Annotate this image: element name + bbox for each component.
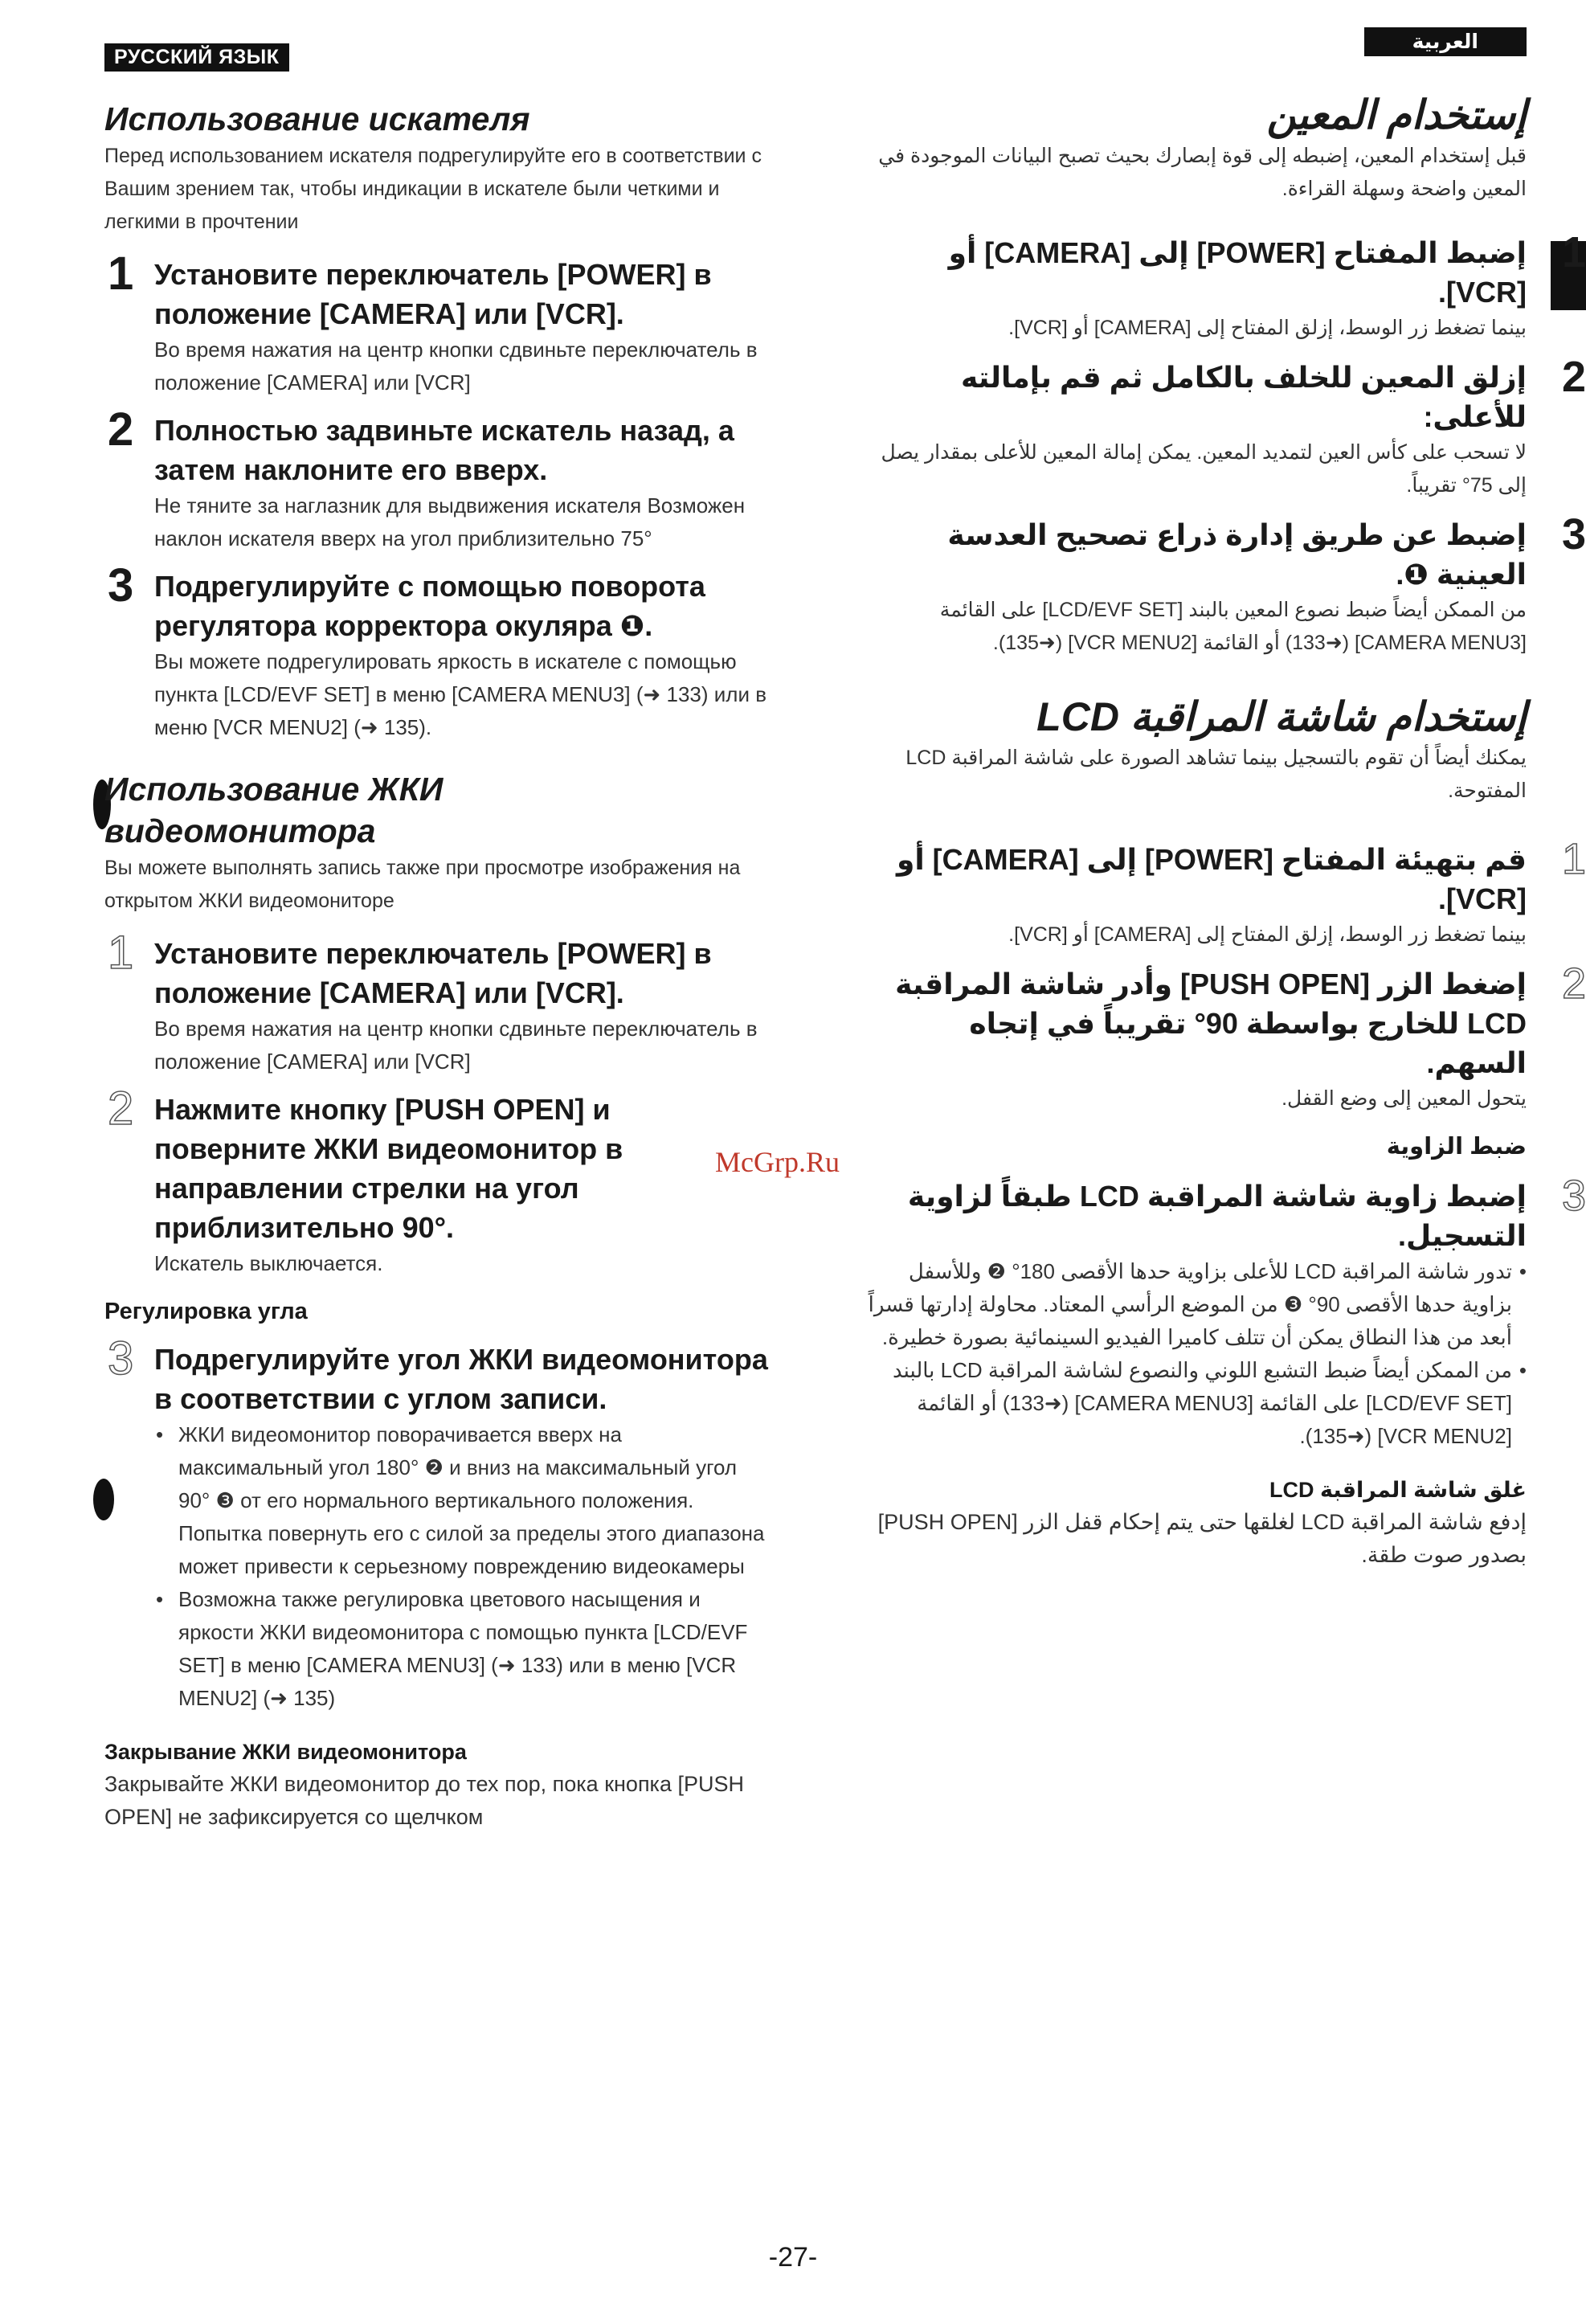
- step-heading: إضبط زاوية شاشة المراقبة LCD طبقاً لزاوية التسجيل.: [907, 1180, 1527, 1252]
- page-number: -27-: [768, 2242, 818, 2273]
- angle-heading-ru: Регулировка угла: [104, 1299, 308, 1324]
- viewfinder-step-1-ar: [868, 228, 1586, 345]
- step-number: 3: [1561, 510, 1586, 558]
- lcd-step-2-ar: [868, 959, 1586, 1115]
- language-badge-russian: РУССКИЙ ЯЗЫК: [104, 43, 289, 72]
- step-heading: إضبط عن طريق إدارة ذراع تصحيح العدسة العينية ❶.: [947, 518, 1527, 591]
- viewfinder-step-2-ar: [868, 353, 1586, 502]
- viewfinder-step-3-ru: [104, 559, 771, 744]
- step-number: 2: [1561, 353, 1586, 401]
- viewfinder-intro-ar: قبل إستخدام المعين، إضبطه إلى قوة إبصارك بحيث تصبح البيانات الموجودة في المعين واضحة وسهلة القراءة.: [878, 145, 1527, 200]
- step-body: بينما تضغط زر الوسط، إزلق المفتاح إلى [CAMERA] أو [VCR].: [1008, 923, 1527, 946]
- step-number: 1: [1561, 228, 1586, 276]
- step-heading: Полностью задвиньте искатель назад, а затем наклоните его вверх.: [154, 414, 734, 486]
- step-number: 1: [108, 927, 134, 979]
- lcd-step-3-ru: [104, 1332, 771, 1418]
- closing-heading-ru: Закрывание ЖКИ видеомонитора: [104, 1740, 467, 1764]
- step-number: 1: [1561, 835, 1586, 883]
- angle-bullet-2-ar: • من الممكن أيضاً ضبط التشبع اللوني والنصوع لشاشة المراقبة LCD بالبند [LCD/EVF SET] على القائمة [CAMERA MENU3] (➜133) أو القائمة [VCR MENU2] (➜135).: [868, 1354, 1527, 1453]
- closing-heading-ar: غلق شاشة المراقبة LCD: [1269, 1478, 1527, 1502]
- step-number: 3: [108, 559, 134, 612]
- step-body: Не тяните за наглазник для выдвижения искателя Возможен наклон искателя вверх на угол приблизительно 75°: [154, 493, 746, 550]
- step-body: يتحول المعين إلى وضع القفل.: [1281, 1087, 1527, 1110]
- angle-heading-ar: ضبط الزاوية: [1386, 1134, 1527, 1160]
- step-heading: Установите переключатель [POWER] в положение [CAMERA] или [VCR].: [154, 258, 712, 330]
- lcd-step-3-ar: [868, 1172, 1586, 1255]
- step-body: Во время нажатия на центр кнопки сдвиньте переключатель в положение [CAMERA] или [VCR]: [154, 338, 758, 395]
- lcd-step-1-ar: [868, 835, 1586, 951]
- step-body: من الممكن أيضاً ضبط نصوع المعين بالبند [LCD/EVF SET] على القائمة [CAMERA MENU3] (➜133) أو القائمة [VCR MENU2] (➜135).: [939, 599, 1527, 654]
- step-heading: قم بتهيئة المفتاح [POWER] إلى [CAMERA] أو [VCR].: [896, 843, 1527, 915]
- viewfinder-step-3-ar: [868, 510, 1586, 660]
- closing-body-ru: Закрывайте ЖКИ видеомонитор до тех пор, пока кнопка [PUSH OPEN] не зафиксируется со щелчком: [104, 1772, 744, 1829]
- step-number: 2: [108, 403, 134, 456]
- step-body: بينما تضغط زر الوسط، إزلق المفتاح إلى [CAMERA] أو [VCR].: [1008, 317, 1527, 339]
- angle-bullet-1-ru: • ЖКИ видеомонитор поворачивается вверх на максимальный угол 180° ❷ и вниз на максимальный угол 90° ❸ от его нормального вертикального положения. Попытка повернуть его с силой за пределы этого диапазона может привести к серьезному повреждению видеокамеры: [104, 1418, 771, 1583]
- step-number: 2: [108, 1082, 134, 1135]
- step-body: Искатель выключается.: [154, 1251, 383, 1275]
- lcd-intro-ru: Вы можете выполнять запись также при просмотре изображения на открытом ЖКИ видеомониторе: [104, 857, 741, 912]
- step-number: 3: [108, 1332, 134, 1385]
- step-number: 1: [108, 248, 134, 300]
- step-heading: إضبط المفتاح [POWER] إلى [CAMERA] أو [VCR].: [948, 236, 1527, 309]
- angle-bullet-2-ru: • Возможна также регулировка цветового насыщения и яркости ЖКИ видеомонитора с помощью пункта [LCD/EVF SET] в меню [CAMERA MENU3] (➜ 133) или в меню [VCR MENU2] (➜ 135): [104, 1583, 771, 1715]
- lcd-intro-ar: يمكنك أيضاً أن تقوم بالتسجيل بينما تشاهد الصورة على شاشة المراقبة LCD المفتوحة.: [905, 747, 1527, 802]
- lcd-step-2-ru: [104, 1082, 771, 1280]
- lcd-title-ru: Использование ЖКИ видеомонитора: [104, 771, 444, 849]
- step-body: Во время нажатия на центр кнопки сдвиньте переключатель в положение [CAMERA] или [VCR]: [154, 1017, 758, 1074]
- language-badge-arabic: العربية: [1364, 27, 1527, 56]
- step-heading: Подрегулируйте угол ЖКИ видеомонитора в соответствии с углом записи.: [154, 1343, 768, 1415]
- viewfinder-title-ru: Использование искателя: [104, 100, 530, 137]
- viewfinder-title-ar: إستخدام المعين: [1266, 92, 1527, 137]
- closing-body-ar: إدفع شاشة المراقبة LCD لغلقها حتى يتم إحكام قفل الزر [PUSH OPEN] بصدور صوت طقة.: [877, 1510, 1527, 1567]
- angle-bullet-1-ar: • تدور شاشة المراقبة LCD للأعلى بزاوية حدها الأقصى 180° ❷ وللأسفل بزاوية حدها الأقصى 90° ❸ من الموضع الرأسي المعتاد. محاولة إدارتها قسراً أبعد من هذا النطاق يمكن أن تتلف كاميرا الفيديو السينمائية بصورة خطيرة.: [868, 1255, 1527, 1354]
- step-heading: إزلق المعين للخلف بالكامل ثم قم بإمالته للأعلى:: [960, 361, 1527, 433]
- lcd-step-1-ru: [104, 927, 771, 1078]
- step-number: 2: [1561, 959, 1586, 1008]
- viewfinder-step-2-ru: [104, 403, 771, 555]
- lcd-title-ar: إستخدام شاشة المراقبة LCD: [1036, 694, 1527, 739]
- viewfinder-intro-ru: Перед использованием искателя подрегулируйте его в соответствии с Вашим зрением так, чтобы индикации в искателе были четкими и легкими в прочтении: [104, 145, 762, 233]
- step-heading: Установите переключатель [POWER] в положение [CAMERA] или [VCR].: [154, 937, 712, 1009]
- step-body: Вы можете подрегулировать яркость в искателе с помощью пункта [LCD/EVF SET] в меню [CAMERA MENU3] (➜ 133) или в меню [VCR MENU2] (➜ 135).: [154, 649, 767, 739]
- step-heading: إضغط الزر [PUSH OPEN] وأدر شاشة المراقبة LCD للخارج بواسطة 90° تقريباً في إتجاه السهم.: [895, 968, 1527, 1079]
- step-heading: Нажмите кнопку [PUSH OPEN] и поверните ЖКИ видеомонитор в направлении стрелки на угол приблизительно 90°.: [154, 1093, 623, 1244]
- viewfinder-step-1-ru: [104, 248, 771, 399]
- step-number: 3: [1561, 1172, 1586, 1220]
- step-body: لا تسحب على كأس العين لتمديد المعين. يمكن إمالة المعين للأعلى بمقدار يصل إلى 75° تقريباً.: [881, 441, 1527, 497]
- watermark: McGrp.Ru: [715, 1146, 840, 1178]
- step-heading: Подрегулируйте с помощью поворота регулятора корректора окуляра ❶.: [154, 570, 705, 642]
